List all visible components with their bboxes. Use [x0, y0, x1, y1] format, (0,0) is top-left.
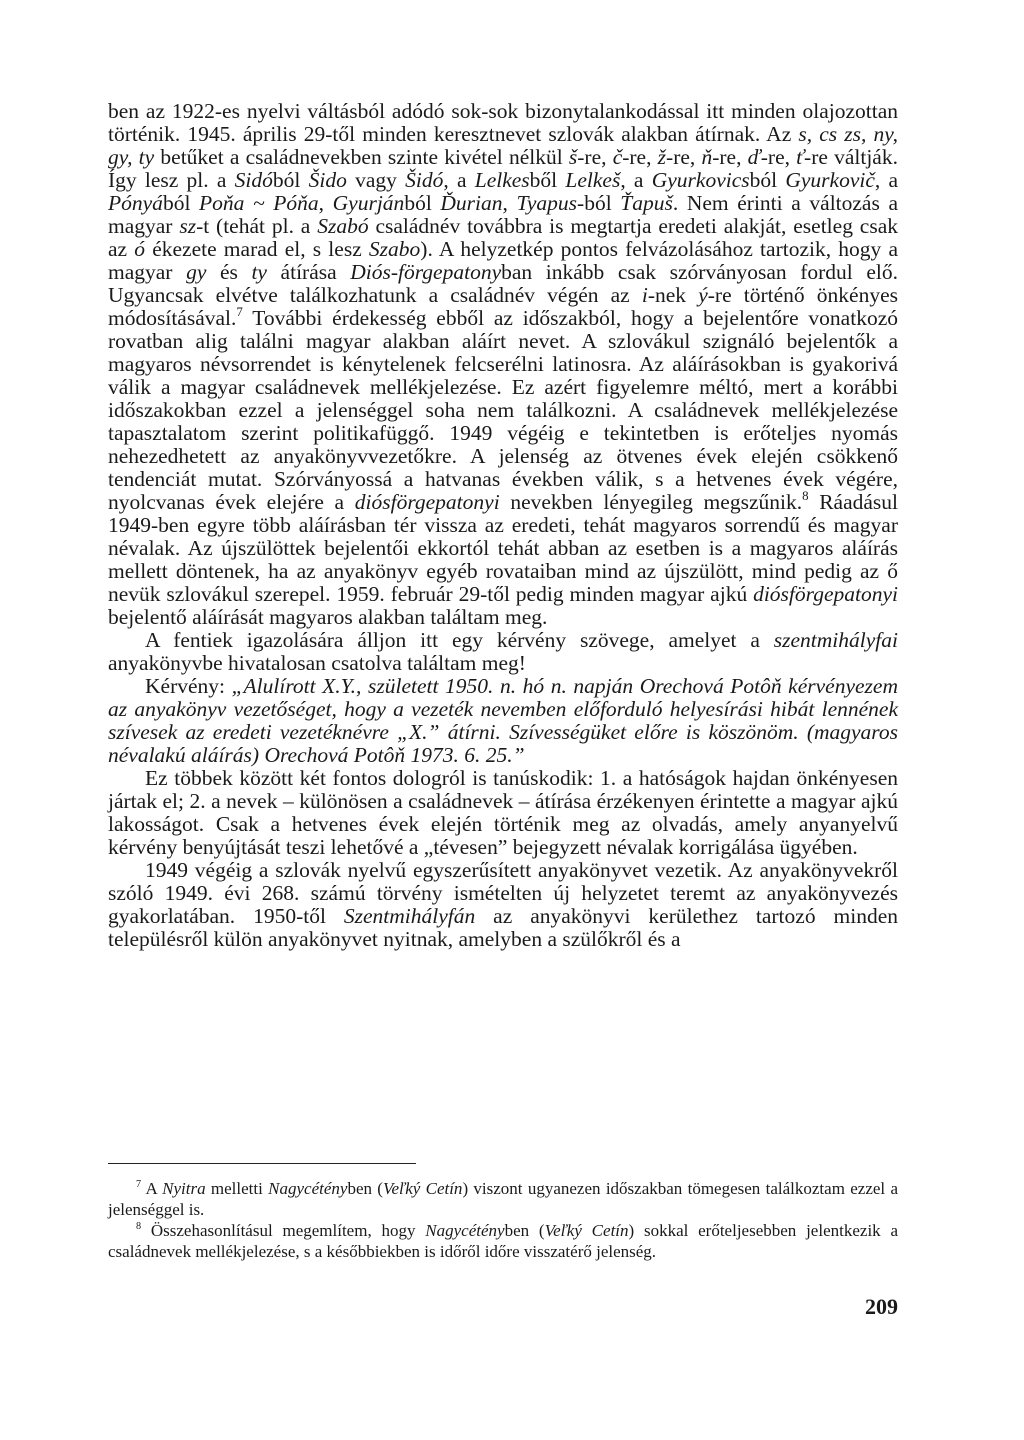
body-text — [108, 100, 898, 951]
paragraph-5: 1949 végéig a szlovák nyelvű egyszerűsített anyakönyvet vezetik. Az anyakönyvekről szóló 1949. évi 268. számú törvény ismételten új helyzetet teremt az anyakönyvezés gyakorlatában. 1950-től Szentmihályfán az anyakönyvi kerülethez tartozó minden településről külön anyakönyvet nyitnak, amelyben a szülőkről és a — [108, 858, 898, 951]
page-number: 209 — [865, 1294, 898, 1319]
footnote-divider — [108, 1163, 416, 1164]
paragraph-3-petition: Kérvény: „Alulírott X.Y., született 1950. n. hó n. napján Orechová Potôň kérvényezem az anyakönyv vezetőséget, hogy a vezeték nevemben előforduló helyesírási hibát lennének szívesek az eredeti vezetéknévre „X.” átírni. Szívességüket előre is köszönöm. (magyaros névalakú aláírás) Orechová Potôň 1973. 6. 25.” — [108, 674, 898, 767]
footnote-8: $^8$ Összehasonlításul megemlítem, hogy Nagycétényben (Veľký Cetín) sokkal erőteljesebben jelentkezik a családnevek mellékjelezése, s a későbbiekben is időről időre visszatérő jelenség. — [108, 1220, 898, 1261]
paragraph-1: ben az 1922-es nyelvi váltásból adódó sok-sok bizonytalankodással itt minden olajozottan történik. 1945. április 29-től minden keresztnevet szlovák alakban átírnak. Az s, cs zs, ny, gy, ty betűket a családnevekben szinte kivétel nélkül š-re, č-re, ž-re, ň-re, ď-re, ť-re váltják. Így lesz pl. a Sidóból Šido vagy Šidó, a Lelkesből Lelkeš, a Gyurkovicsból Gyurkovič, a Pónyából Poňa ~ Póňa, Gyurjánból Ďurian, Tyapus-ból Ťapuš. Nem érinti a változás a magyar sz-t (tehát pl. a Szabó családnév továbbra is megtartja eredeti alakját, esetleg csak az ó ékezete marad el, s lesz Szabo). A helyzetkép pontos felvázolásához tartozik, hogy a magyar gy és ty átírása Diós-förgepatonyban inkább csak szórványosan fordul elő. Ugyancsak elvétve találkozhatunk a családnév végén az i-nek ý-re történő önkényes módosításával.$^7$ További érdekesség ebből az időszakból, hogy a bejelentőre vonatkozó rovatban alig találni magyar alakban aláírt nevet. A szlovákul szignáló bejelentők a magyaros névsorrendet is kénytelenek felcserélni latinosra. Az aláírásokban is gyakorivá válik a magyar családnevek mellékjelezése. Ez azért figyelemre méltó, mert a korábbi időszakokban ezzel a jelenséggel soha nem találkozni. A családnevek mellékjelezése tapasztalatom szerint politikafüggő. 1949 végéig e tekintetben is erőteljes nyomás nehezedhetett az anyakönyvvezetőkre. A jelenség az ötvenes évek elején csökkenő tendenciát mutat. Szórványossá a hatvanas években válik, s a hetvenes évek végére, nyolcvanas évek elejére a diósförgepatonyi nevekben lényegileg megszűnik.$^8$ Ráadásul 1949-ben egyre több aláírásban tér vissza az eredeti, tehát magyaros sorrendű és magyar névalak. Az újszülöttek bejelentői ekkortól tehát abban az esetben is a magyaros aláírás mellett döntenek, ha az anyakönyv egyéb rovataiban mind az újszülött, mind pedig az ő nevük szlovákul szerepel. 1959. február 29-től pedig minden magyar ajkú diósförgepatonyi bejelentő aláírását magyaros alakban találtam meg. — [108, 99, 899, 629]
footnotes — [108, 1178, 898, 1262]
paragraph-4: Ez többek között két fontos dologról is tanúskodik: 1. a hatóságok hajdan önkényesen jártak el; 2. a nevek – különösen a családnevek – átírása érzékenyen érintette a magyar ajkú lakosságot. Csak a hetvenes évek elején történik meg az olvadás, amely anyanyelvű kérvény benyújtását teszi lehetővé a „tévesen” bejegyzett névalak korrigálása ügyében. — [108, 766, 898, 859]
footnote-7: $^7$ A Nyitra melletti Nagycétényben (Veľký Cetín) viszont ugyanezen időszakban tömegesen találkoztam ezzel a jelenséggel is. — [108, 1178, 898, 1219]
paragraph-2: A fentiek igazolására álljon itt egy kérvény szövege, amelyet a szentmihályfai anyakönyvbe hivatalosan csatolva találtam meg! — [108, 628, 898, 675]
